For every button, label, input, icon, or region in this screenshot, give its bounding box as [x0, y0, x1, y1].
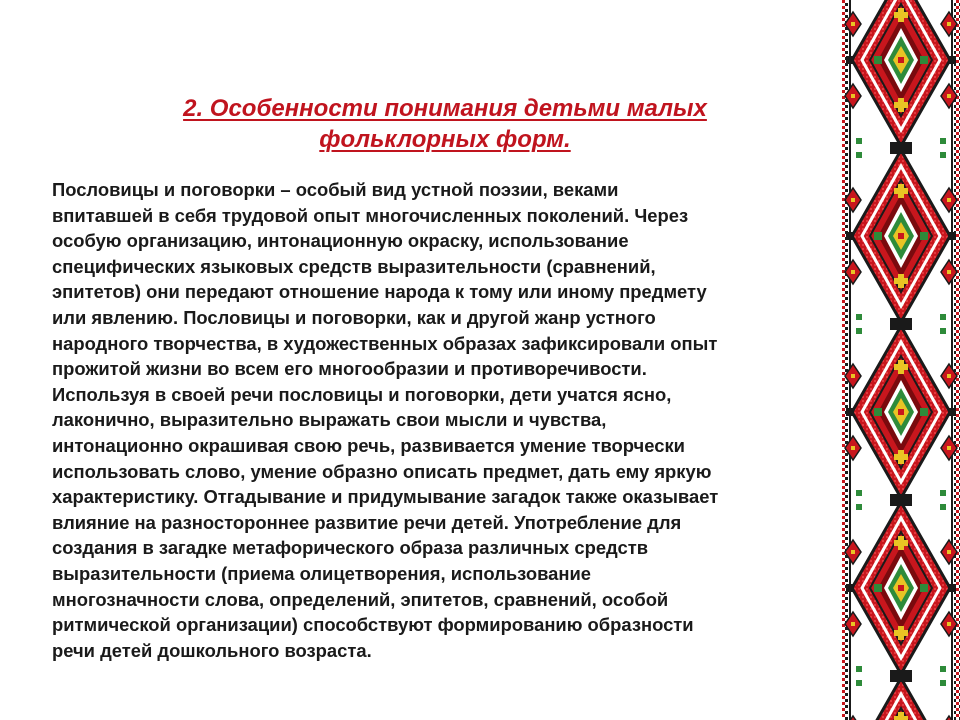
- body-line: многозначности слова, определений, эпитетов, сравнений, особой: [52, 588, 669, 610]
- embroidery-border-ornament: [842, 0, 960, 720]
- body-line: ритмической организации) способствуют формированию образности: [52, 614, 694, 636]
- body-line: лаконично, выразительно выражать свои мысли и чувства,: [52, 409, 607, 431]
- body-line: интонационно окрашивая свою речь, развивается умение творчески: [52, 434, 685, 456]
- body-line: выразительности (приема олицетворения, использование: [52, 562, 592, 584]
- body-line: народного творчества, в художественных образах зафиксировали опыт: [52, 332, 718, 354]
- body-line: характеристику. Отгадывание и придумывание загадок также оказывает: [52, 486, 719, 508]
- slide-title: [100, 93, 790, 155]
- body-line: влияние на разностороннее развитие речи детей. Употребление для: [52, 511, 682, 533]
- body-line: впитавшей в себя трудовой опыт многочисленных поколений. Через: [52, 204, 689, 226]
- body-line: прожитой жизни во всем его многообразии и противоречивости.: [52, 358, 647, 380]
- body-line: создания в загадке метафорического образа различных средств: [52, 537, 649, 559]
- body-paragraph: [52, 177, 837, 663]
- title-line: фольклорных форм.: [319, 126, 571, 153]
- body-line: особую организацию, интонационную окраску, использование: [52, 230, 629, 252]
- body-line: речи детей дошкольного возраста.: [52, 639, 372, 661]
- title-line: 2. Особенности понимания детьми малых: [183, 95, 707, 122]
- body-line: или явлению. Пословицы и поговорки, как и другой жанр устного: [52, 306, 656, 328]
- body-line: специфических языковых средств выразительности (сравнений,: [52, 255, 656, 277]
- body-line: эпитетов) они передают отношение народа к тому или иному предмету: [52, 281, 707, 303]
- body-line: Используя в своей речи пословицы и поговорки, дети учатся ясно,: [52, 383, 672, 405]
- body-line: использовать слово, умение образно описать предмет, дать ему яркую: [52, 460, 712, 482]
- body-line: Пословицы и поговорки – особый вид устной поэзии, веками: [52, 179, 619, 200]
